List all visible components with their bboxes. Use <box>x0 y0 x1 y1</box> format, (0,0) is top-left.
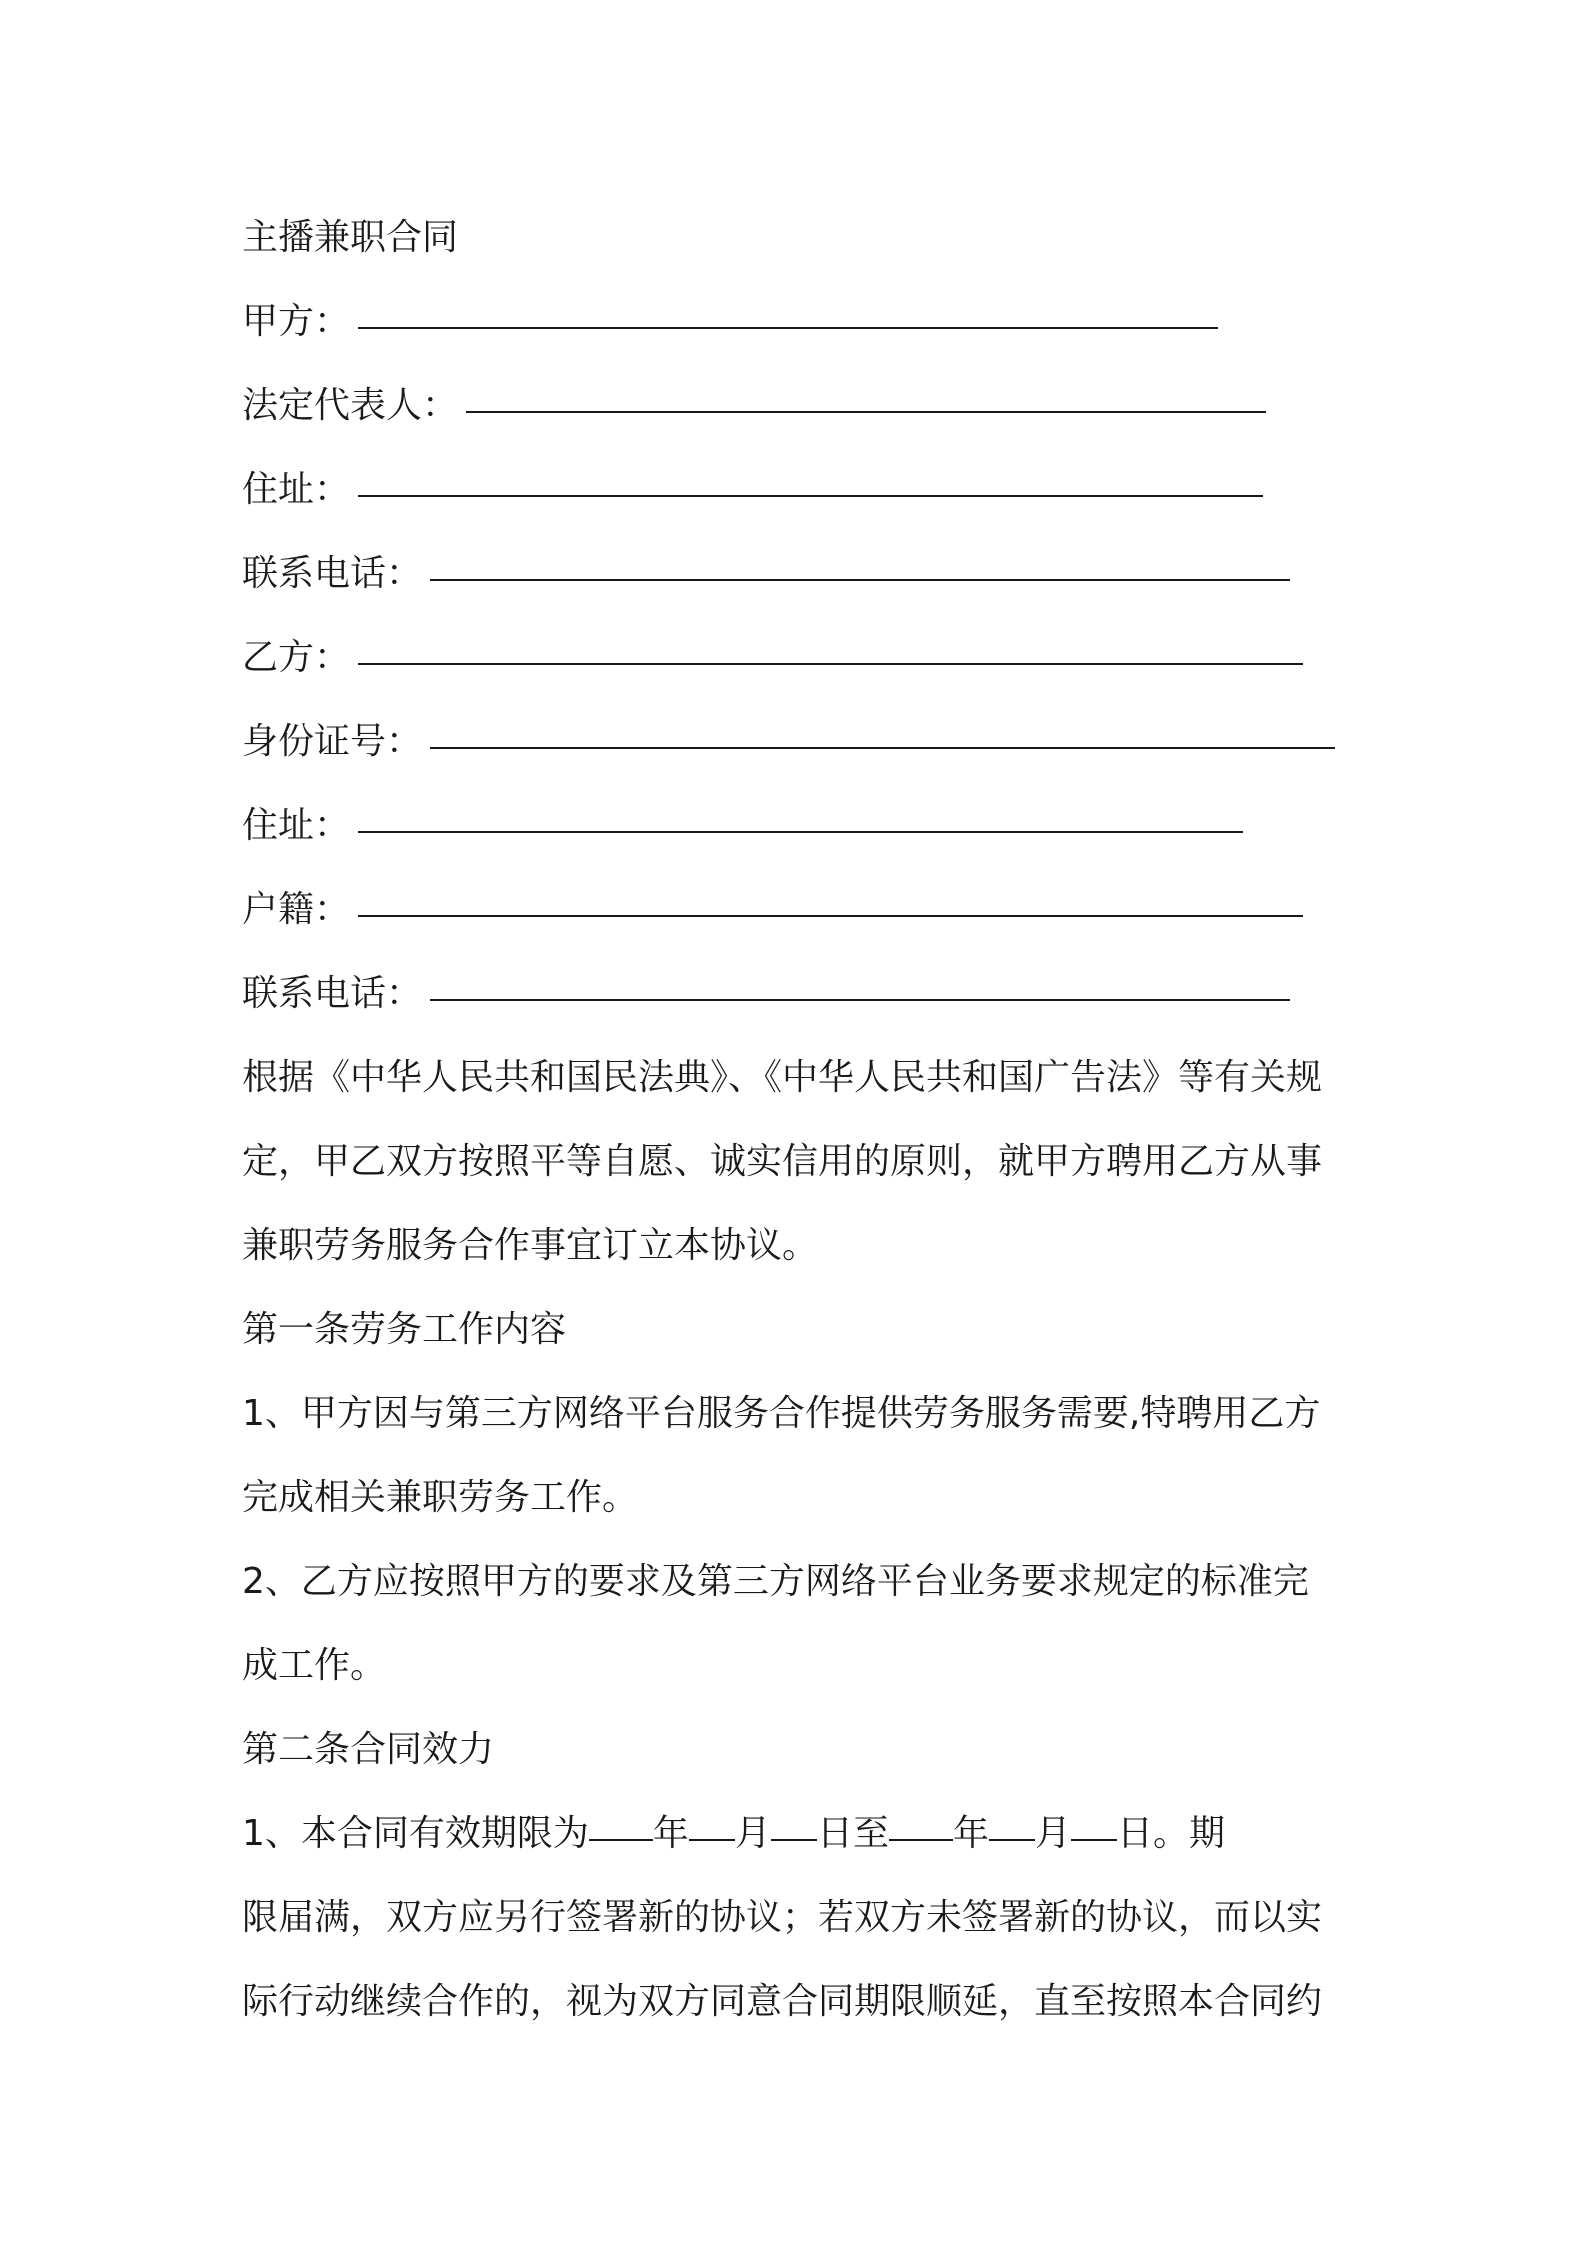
fill-blank[interactable] <box>358 495 1263 497</box>
field-label: 甲方： <box>242 301 351 342</box>
article-2-item-1-term-line <box>242 1792 1362 1876</box>
article-2-item-1-line: 际行动继续合作的，视为双方同意合同期限顺延，直至按照本合同约 <box>242 1981 1323 2022</box>
start-day-blank[interactable] <box>771 1839 817 1841</box>
year-label: 年 <box>652 1813 689 1854</box>
start-year-blank[interactable] <box>589 1839 653 1841</box>
fill-blank[interactable] <box>430 999 1290 1001</box>
fill-blank[interactable] <box>430 579 1290 581</box>
fill-blank[interactable] <box>358 663 1303 665</box>
field-party-a-phone <box>242 532 1362 616</box>
fill-blank[interactable] <box>358 915 1303 917</box>
field-legal-representative <box>242 364 1362 448</box>
field-party-a <box>242 280 1362 364</box>
article-2-heading: 第二条合同效力 <box>242 1729 495 1770</box>
year-label: 年 <box>952 1813 989 1854</box>
field-party-b-phone <box>242 952 1362 1036</box>
field-label: 联系电话： <box>242 973 423 1014</box>
term-end-text: 日。期 <box>1116 1813 1225 1854</box>
article-2-item-1-line: 限届满，双方应另行签署新的协议；若双方未签署新的协议，而以实 <box>242 1897 1323 1938</box>
fill-blank[interactable] <box>466 411 1266 413</box>
end-day-blank[interactable] <box>1071 1839 1117 1841</box>
field-label: 乙方： <box>242 637 351 678</box>
preamble-line: 根据《中华人民共和国民法典》、《中华人民共和国广告法》等有关规 <box>242 1057 1323 1098</box>
field-label: 法定代表人： <box>242 385 459 426</box>
document-title: 主播兼职合同 <box>242 217 459 258</box>
to-label: 日至 <box>816 1813 889 1854</box>
article-1-item-1-line: 完成相关兼职劳务工作。 <box>242 1477 639 1518</box>
start-month-blank[interactable] <box>689 1839 735 1841</box>
field-label: 身份证号： <box>242 721 423 762</box>
field-id-number <box>242 700 1362 784</box>
fill-blank[interactable] <box>358 327 1218 329</box>
document-body <box>242 196 1362 2044</box>
field-label: 住址： <box>242 469 351 510</box>
field-party-b-address <box>242 784 1362 868</box>
field-label: 住址： <box>242 805 351 846</box>
field-party-b <box>242 616 1362 700</box>
end-year-blank[interactable] <box>889 1839 953 1841</box>
fill-blank[interactable] <box>430 747 1335 749</box>
article-1-item-2-line: 成工作。 <box>242 1645 387 1686</box>
month-label: 月 <box>734 1813 771 1854</box>
field-label: 户籍： <box>242 889 351 930</box>
preamble-line: 定，甲乙双方按照平等自愿、诚实信用的原则，就甲方聘用乙方从事 <box>242 1141 1323 1182</box>
fill-blank[interactable] <box>358 831 1243 833</box>
field-label: 联系电话： <box>242 553 423 594</box>
article-1-item-1-line: 1、甲方因与第三方网络平台服务合作提供劳务服务需要,特聘用乙方 <box>242 1393 1321 1434</box>
field-party-a-address <box>242 448 1362 532</box>
article-1-heading: 第一条劳务工作内容 <box>242 1309 567 1350</box>
month-label: 月 <box>1034 1813 1071 1854</box>
field-household-registration <box>242 868 1362 952</box>
end-month-blank[interactable] <box>989 1839 1035 1841</box>
term-prefix: 1、本合同有效期限为 <box>242 1813 589 1854</box>
preamble-line: 兼职劳务服务合作事宜订立本协议。 <box>242 1225 819 1266</box>
article-1-item-2-line: 2、乙方应按照甲方的要求及第三方网络平台业务要求规定的标准完 <box>242 1561 1309 1602</box>
